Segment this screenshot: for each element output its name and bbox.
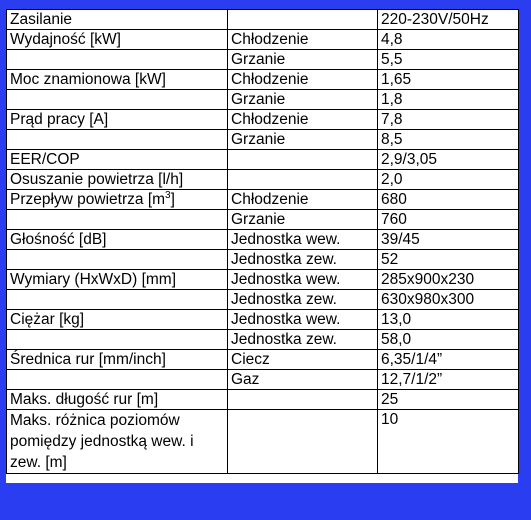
param-text: Przepływ powietrza [m (10, 191, 166, 208)
value-cell: 220-230V/50Hz (378, 10, 519, 30)
param-text-end: ] (170, 191, 175, 208)
subparam-cell: Chłodzenie (228, 190, 378, 210)
value-cell: 680 (378, 190, 519, 210)
param-cell: Moc znamionowa [kW] (7, 70, 228, 90)
param-cell (7, 130, 228, 150)
param-cell: Głośność [dB] (7, 230, 228, 250)
value-cell: 1,8 (378, 90, 519, 110)
param-cell: Ciężar [kg] (7, 310, 228, 330)
subparam-cell: Ciecz (228, 350, 378, 370)
subparam-cell (228, 170, 378, 190)
param-cell (7, 210, 228, 230)
table-row (7, 10, 519, 30)
value-cell: 1,65 (378, 70, 519, 90)
param-cell: Maks. różnica poziomów pomiędzy jednostką wew. i zew. [m] (7, 410, 228, 474)
param-cell: Maks. długość rur [m] (7, 390, 228, 410)
param-cell: Zasilanie (7, 10, 228, 30)
value-cell: 13,0 (378, 310, 519, 330)
table-row (7, 370, 519, 390)
table-row (7, 390, 519, 410)
table-row (7, 330, 519, 350)
table-row (7, 230, 519, 250)
table-row (7, 410, 519, 474)
subparam-cell: Chłodzenie (228, 110, 378, 130)
param-cell (7, 50, 228, 70)
value-cell: 39/45 (378, 230, 519, 250)
value-cell: 630x980x300 (378, 290, 519, 310)
param-cell: Prąd pracy [A] (7, 110, 228, 130)
subparam-cell: Jednostka wew. (228, 270, 378, 290)
value-cell: 6,35/1/4” (378, 350, 519, 370)
spec-sheet (6, 9, 518, 483)
param-cell (7, 250, 228, 270)
param-cell: Wymiary (HxWxD) [mm] (7, 270, 228, 290)
subparam-cell (228, 410, 378, 474)
table-row (7, 130, 519, 150)
table-row (7, 250, 519, 270)
subparam-cell: Jednostka zew. (228, 250, 378, 270)
value-cell: 285x900x230 (378, 270, 519, 290)
superscript: 3 (165, 189, 171, 201)
table-row (7, 110, 519, 130)
table-row (7, 30, 519, 50)
table-row (7, 310, 519, 330)
subparam-cell: Jednostka zew. (228, 290, 378, 310)
subparam-cell: Chłodzenie (228, 70, 378, 90)
value-cell: 2,9/3,05 (378, 150, 519, 170)
table-row (7, 190, 519, 210)
param-cell (7, 370, 228, 390)
subparam-cell: Jednostka zew. (228, 330, 378, 350)
subparam-cell: Grzanie (228, 50, 378, 70)
value-cell: 4,8 (378, 30, 519, 50)
subparam-cell (228, 10, 378, 30)
subparam-cell: Grzanie (228, 210, 378, 230)
value-cell: 10 (378, 410, 519, 474)
value-cell: 2,0 (378, 170, 519, 190)
param-cell (7, 190, 228, 210)
param-cell: Wydajność [kW] (7, 30, 228, 50)
subparam-cell: Grzanie (228, 90, 378, 110)
value-cell: 58,0 (378, 330, 519, 350)
specification-table (6, 9, 519, 474)
table-row (7, 170, 519, 190)
table-row (7, 90, 519, 110)
subparam-cell: Grzanie (228, 130, 378, 150)
subparam-cell: Jednostka wew. (228, 230, 378, 250)
value-cell: 5,5 (378, 50, 519, 70)
subparam-cell (228, 390, 378, 410)
table-row (7, 290, 519, 310)
table-row (7, 350, 519, 370)
table-row (7, 270, 519, 290)
param-cell: Średnica rur [mm/inch] (7, 350, 228, 370)
subparam-cell: Jednostka wew. (228, 310, 378, 330)
value-cell: 8,5 (378, 130, 519, 150)
param-cell (7, 290, 228, 310)
table-row (7, 210, 519, 230)
value-cell: 52 (378, 250, 519, 270)
subparam-cell: Chłodzenie (228, 30, 378, 50)
value-cell: 12,7/1/2” (378, 370, 519, 390)
param-cell: Osuszanie powietrza [l/h] (7, 170, 228, 190)
param-cell: EER/COP (7, 150, 228, 170)
subparam-cell (228, 150, 378, 170)
param-cell (7, 330, 228, 350)
value-cell: 760 (378, 210, 519, 230)
value-cell: 25 (378, 390, 519, 410)
value-cell: 7,8 (378, 110, 519, 130)
table-row (7, 70, 519, 90)
table-row (7, 150, 519, 170)
subparam-cell: Gaz (228, 370, 378, 390)
param-cell (7, 90, 228, 110)
table-row (7, 50, 519, 70)
